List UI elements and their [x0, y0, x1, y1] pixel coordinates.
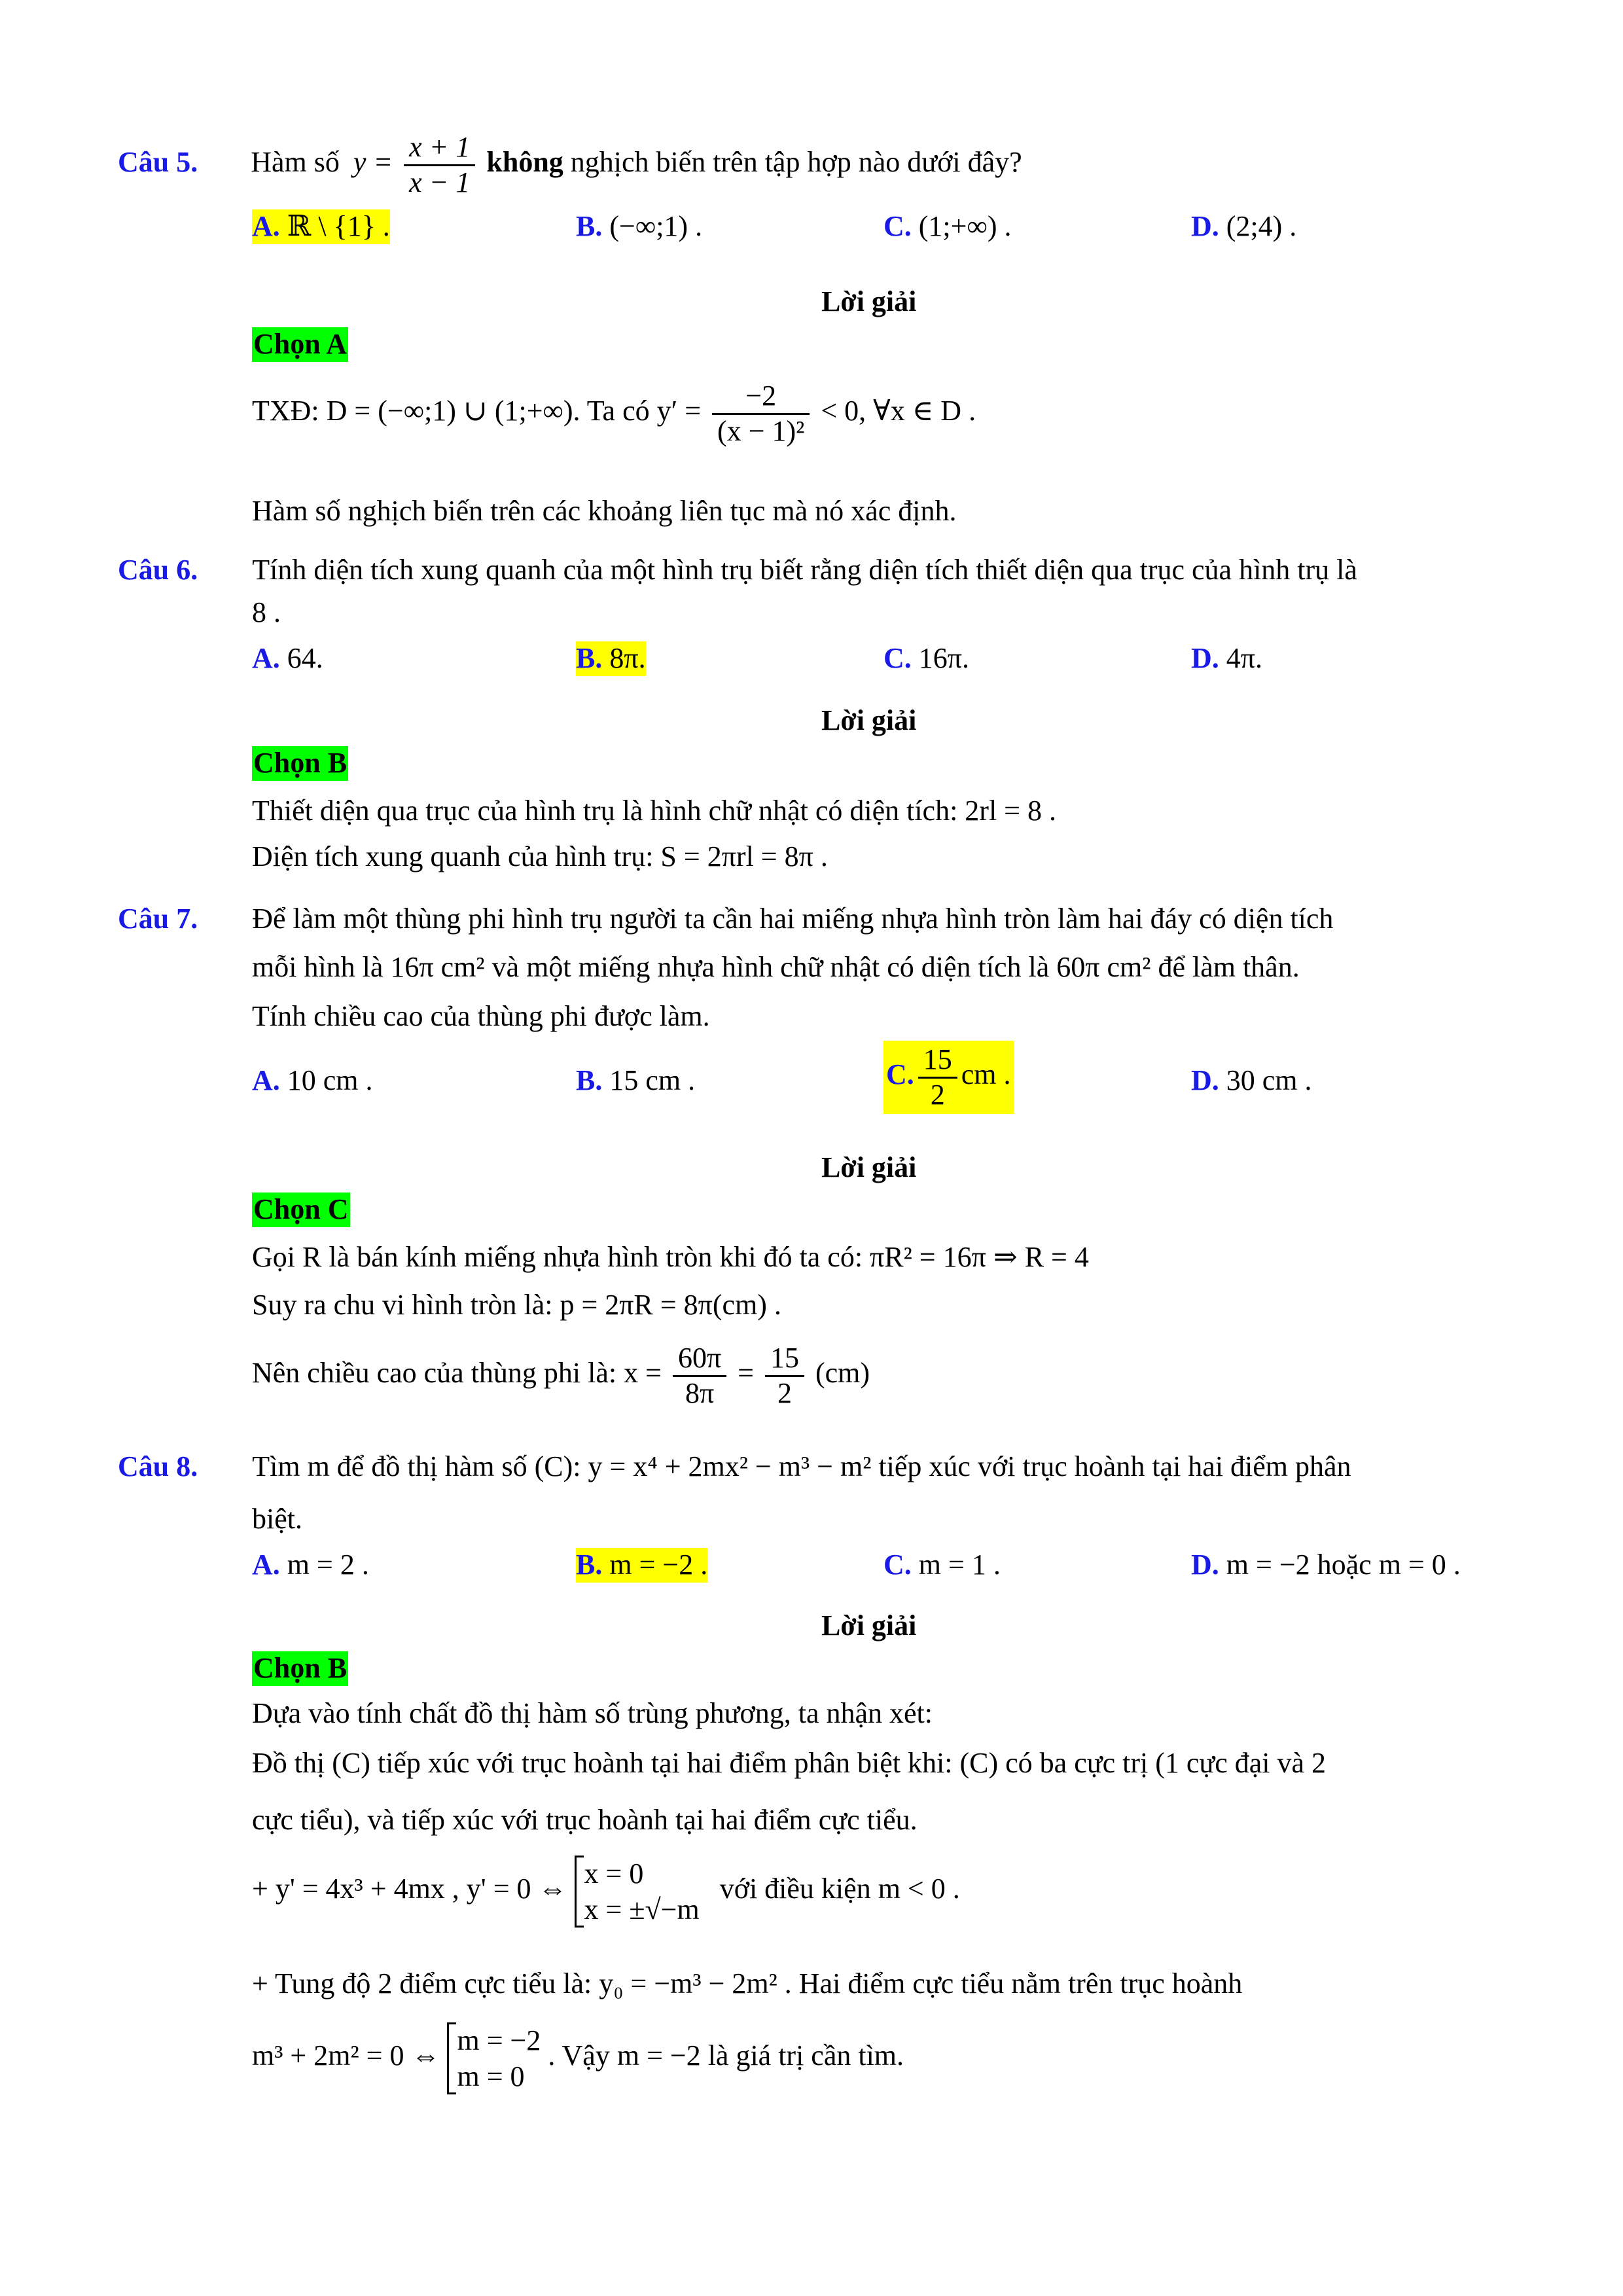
q5-stem-post: nghịch biến trên tập hợp nào dưới đây?: [570, 146, 1022, 179]
q8-option-c: C. m = 1 .: [883, 1549, 1001, 1581]
q7-number: Câu 7.: [118, 903, 198, 935]
q6-option-b: B. 8π.: [576, 641, 646, 676]
q5-solution-title: Lời giải: [821, 285, 917, 317]
q5-derivative-fraction: $\frac{-2}{\text{(x − 1)²}}$: [712, 380, 810, 448]
q8-system-1: x = 0 x = ±√−m: [575, 1856, 700, 1928]
q7-solution-title: Lời giải: [821, 1151, 917, 1183]
q7-option-d: D. 30 cm .: [1191, 1064, 1312, 1096]
q8-solution-title: Lời giải: [821, 1609, 917, 1641]
q8-system-2: m = −2 m = 0: [447, 2022, 541, 2094]
q6-sol-line1: Thiết diện qua trục của hình trụ là hình chữ nhật có diện tích: 2rl = 8 .: [252, 795, 1056, 827]
q8-option-b: B. m = −2 .: [576, 1548, 707, 1583]
q7-header: [118, 902, 1333, 937]
q5-option-c: C. (1;+∞) .: [883, 210, 1012, 242]
q6-header: [118, 553, 1357, 588]
q6-option-c: C. 16π.: [883, 642, 969, 674]
q8-stem-1: Tìm m để đồ thị hàm số (C): y = x⁴ + 2mx² − m³ − m² tiếp xúc với trục hoành tại hai điểm phân: [252, 1450, 1351, 1482]
q5-number: Câu 5.: [118, 146, 198, 179]
q8-sol-line3: cực tiểu), và tiếp xúc với trục hoành tại hai điểm cực tiểu.: [252, 1804, 918, 1836]
q7-stem-1: Để làm một thùng phi hình trụ người ta cần hai miếng nhựa hình tròn làm hai đáy có diện tích: [252, 903, 1334, 935]
q7-stem-2: mỗi hình là 16π cm² và một miếng nhựa hình chữ nhật có diện tích là 60π cm² để làm thân.: [252, 951, 1300, 983]
q5-option-b: B. (−∞;1) .: [576, 210, 703, 242]
q8-option-a: A. m = 2 .: [252, 1549, 369, 1581]
q6-choice: Chọn B: [252, 746, 348, 781]
q7-height-fraction-1: $\frac{60\pi}{8\pi}$: [673, 1342, 726, 1410]
q5-fraction: $\frac{x + 1}{x - 1}$: [404, 131, 475, 199]
q7-choice: Chọn C: [252, 1193, 350, 1227]
q7-option-b: B. 15 cm .: [576, 1064, 696, 1096]
q8-option-d: D. m = −2 hoặc m = 0 .: [1191, 1549, 1461, 1581]
q5-sol-line1: TXĐ: D = (−∞;1) ∪ (1;+∞). Ta có y′ = $\frac{-2}{\text{(x − 1)²}}$ < 0, ∀x ∈ D .: [252, 380, 976, 447]
q8-sol-line5: + Tung độ 2 điểm cực tiểu là: y₀ = −m³ − 2m² . Hai điểm cực tiểu nằm trên trục hoành: [252, 1967, 1243, 2000]
q7-option-c-fraction: $\frac{15}{2}$: [918, 1043, 957, 1111]
q6-stem-2: 8 .: [252, 596, 281, 628]
q7-option-c: C. $\frac{15}{2}$ cm .: [883, 1041, 1014, 1114]
q8-header: [118, 1450, 1351, 1484]
q8-stem-2: biệt.: [252, 1503, 302, 1535]
q8-choice: Chọn B: [252, 1651, 348, 1686]
q8-number: Câu 8.: [118, 1450, 198, 1482]
q6-stem-1: Tính diện tích xung quanh của một hình trụ biết rằng diện tích thiết diện qua trục của hình trụ là: [252, 554, 1357, 586]
q5-stem-bold: không: [486, 146, 563, 179]
q6-number: Câu 6.: [118, 554, 198, 586]
q6-option-d: D. 4π.: [1191, 642, 1262, 674]
q7-option-a: A. 10 cm .: [252, 1064, 373, 1096]
q7-sol-line1: Gọi R là bán kính miếng nhựa hình tròn khi đó ta có: πR² = 16π ⇒ R = 4: [252, 1241, 1089, 1273]
q8-sol-line2: Đồ thị (C) tiếp xúc với trục hoành tại hai điểm phân biệt khi: (C) có ba cực trị (1 cực đại và 2: [252, 1747, 1327, 1779]
q8-sol-line1: Dựa vào tính chất đồ thị hàm số trùng phương, ta nhận xét:: [252, 1697, 933, 1729]
q8-sol-line6: m³ + 2m² = 0 ⇔ m = −2 m = 0 . Vậy m = −2 là giá trị cần tìm.: [252, 2022, 904, 2094]
q6-sol-line2: Diện tích xung quanh của hình trụ: S = 2πrl = 8π .: [252, 840, 828, 872]
q6-solution-title: Lời giải: [821, 704, 917, 736]
q8-sol-line4: + y' = 4x³ + 4mx , y' = 0 ⇔ x = 0 x = ±√−m với điều kiện m < 0 .: [252, 1856, 960, 1928]
q7-stem-3: Tính chiều cao của thùng phi được làm.: [252, 1000, 710, 1032]
q5-choice: Chọn A: [252, 327, 348, 362]
q5-fn-lhs: y =: [353, 146, 393, 179]
q7-sol-line2: Suy ra chu vi hình tròn là: p = 2πR = 8π(cm) .: [252, 1289, 781, 1321]
q5-sol-line2: Hàm số nghịch biến trên các khoảng liên tục mà nó xác định.: [252, 495, 957, 527]
q5-option-d: D. (2;4) .: [1191, 210, 1297, 242]
q7-sol-line3: Nên chiều cao của thùng phi là: x = $\frac{60\pi}{8\pi}$ = $\frac{15}{2}$ (cm): [252, 1342, 870, 1409]
q5-stem-pre: Hàm số: [251, 146, 340, 179]
q7-height-fraction-2: $\frac{15}{2}$: [765, 1342, 804, 1410]
q5-option-a: A. ℝ \ {1} .: [252, 209, 390, 244]
q5-header: [118, 131, 1022, 199]
q6-option-a: A. 64.: [252, 642, 323, 674]
